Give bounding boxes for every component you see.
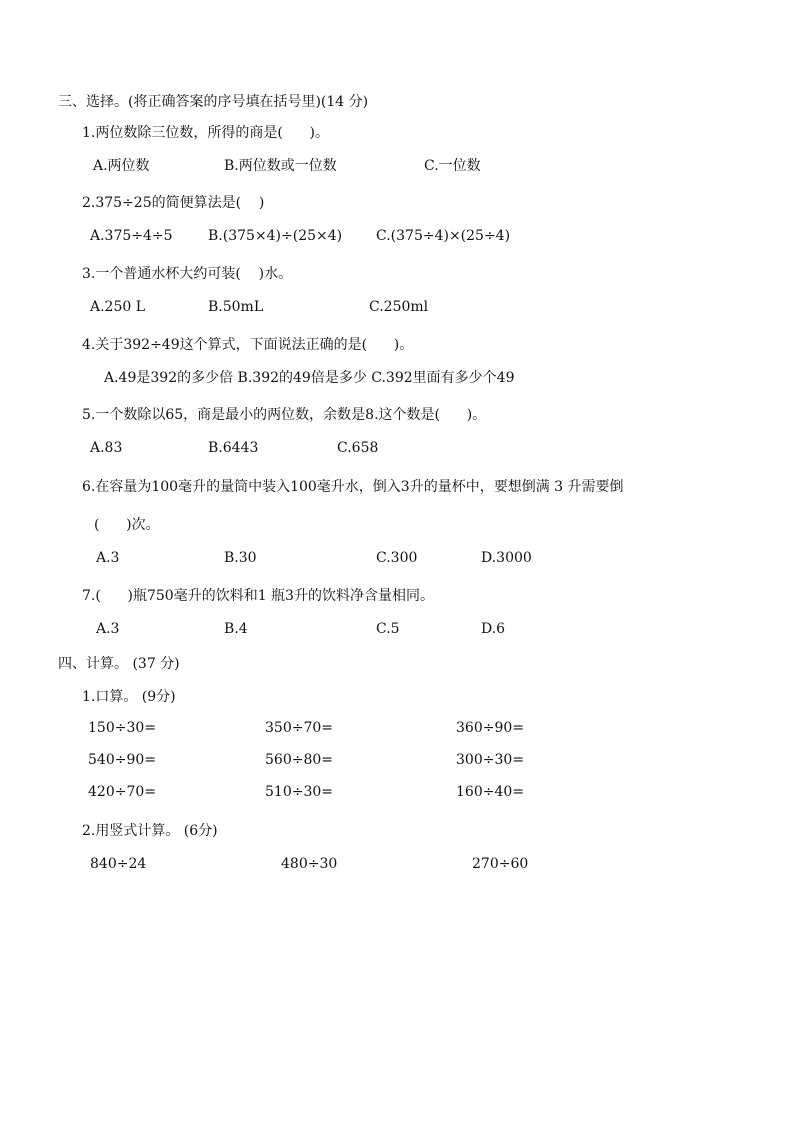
question-3: 3.一个普通水杯大约可装( )水。	[82, 266, 293, 282]
q3-option-a: A.250 L	[90, 299, 146, 315]
section4-heading: 四、计算。 (37 分)	[58, 656, 180, 672]
mental-calc-item: 360÷90=	[456, 720, 524, 736]
mental-calc-item: 150÷30=	[88, 720, 156, 736]
part2-title: 2.用竖式计算。 (6分)	[82, 823, 218, 839]
question-7: 7.( )瓶750毫升的饮料和1 瓶3升的饮料净含量相同。	[82, 588, 434, 604]
mental-calc-item: 560÷80=	[265, 752, 333, 768]
q7-option-b: B.4	[224, 621, 248, 637]
q5-option-c: C.658	[337, 440, 379, 456]
part1-title: 1.口算。 (9分)	[82, 689, 176, 705]
q6-option-c: C.300	[376, 550, 418, 566]
q6-option-b: B.30	[224, 550, 257, 566]
mental-calc-item: 300÷30=	[456, 752, 524, 768]
q5-option-a: A.83	[90, 440, 123, 456]
mental-calc-item: 540÷90=	[88, 752, 156, 768]
q6-option-d: D.3000	[481, 550, 532, 566]
vertical-calc-item: 480÷30	[281, 856, 338, 872]
q3-option-b: B.50mL	[208, 299, 264, 315]
q7-option-d: D.6	[481, 621, 506, 637]
question-6-continued: ( )次。	[94, 517, 160, 533]
question-2: 2.375÷25的简便算法是( )	[82, 195, 265, 211]
mental-calc-item: 350÷70=	[265, 720, 333, 736]
q5-option-b: B.6443	[208, 440, 259, 456]
q1-option-a: A.两位数	[93, 158, 150, 174]
question-1: 1.两位数除三位数，所得的商是( )。	[82, 125, 329, 141]
mental-calc-item: 420÷70=	[88, 784, 156, 800]
mental-calc-item: 510÷30=	[265, 784, 333, 800]
vertical-calc-item: 270÷60	[472, 856, 529, 872]
q2-option-c: C.(375÷4)×(25÷4)	[376, 228, 511, 244]
q6-option-a: A.3	[96, 550, 120, 566]
question-6: 6.在容量为100毫升的量筒中装入100毫升水，倒入3升的量杯中，要想倒满 3 升需要倒	[82, 479, 624, 495]
q7-option-c: C.5	[376, 621, 400, 637]
question-4: 4.关于392÷49这个算式，下面说法正确的是( )。	[82, 337, 414, 353]
question-5: 5.一个数除以65，商是最小的两位数，余数是8.这个数是( )。	[82, 407, 487, 423]
q1-option-b: B.两位数或一位数	[224, 158, 337, 174]
q1-option-c: C.一位数	[424, 158, 481, 174]
q2-option-a: A.375÷4÷5	[90, 228, 173, 244]
q3-option-c: C.250ml	[369, 299, 429, 315]
q7-option-a: A.3	[96, 621, 120, 637]
mental-calc-item: 160÷40=	[456, 784, 524, 800]
q2-option-b: B.(375×4)÷(25×4)	[208, 228, 343, 244]
section3-heading: 三、选择。(将正确答案的序号填在括号里)(14 分)	[58, 94, 369, 110]
q4-options: A.49是392的多少倍 B.392的49倍是多少 C.392里面有多少个49	[104, 370, 515, 386]
vertical-calc-item: 840÷24	[90, 856, 147, 872]
